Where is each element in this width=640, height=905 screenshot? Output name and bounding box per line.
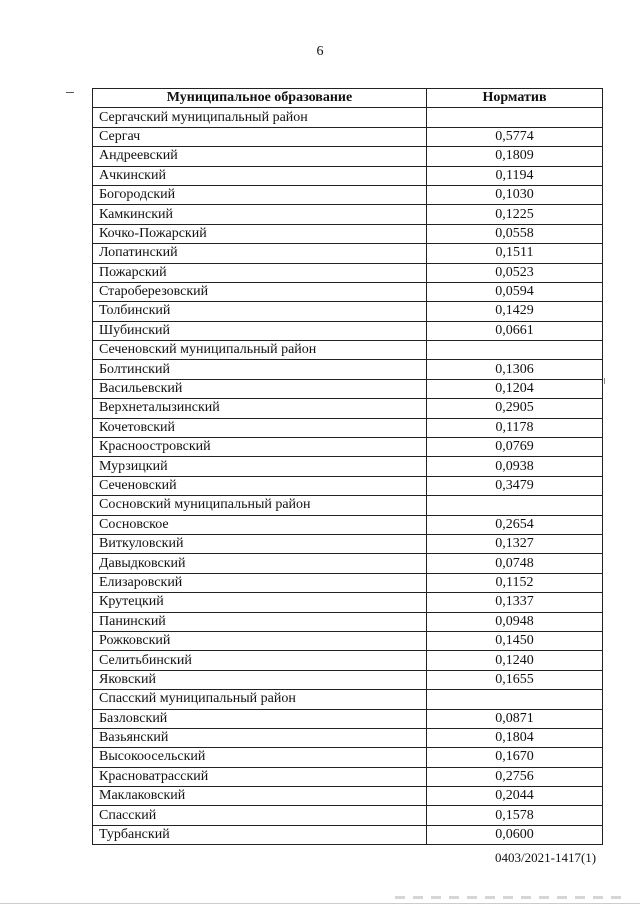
table-header-row [93, 89, 603, 108]
norm-value: 0,1306 [427, 360, 603, 379]
table-row [93, 263, 603, 282]
norm-value: 0,2905 [427, 399, 603, 418]
municipality-name: Селитьбинский [93, 651, 427, 670]
municipality-name: Елизаровский [93, 573, 427, 592]
norm-value: 0,2044 [427, 787, 603, 806]
norm-value: 0,2756 [427, 767, 603, 786]
norm-value: 0,5774 [427, 127, 603, 146]
municipality-name: Староберезовский [93, 282, 427, 301]
municipality-name: Базловский [93, 709, 427, 728]
margin-mark [66, 92, 74, 93]
municipality-name: Крутецкий [93, 593, 427, 612]
page-number: 6 [316, 44, 324, 59]
table-row [93, 418, 603, 437]
group-value-empty [427, 690, 603, 709]
municipality-name: Красноватрасский [93, 767, 427, 786]
table-row [93, 399, 603, 418]
norm-value: 0,1194 [427, 166, 603, 185]
table-row [93, 670, 603, 689]
norm-value: 0,0558 [427, 224, 603, 243]
municipality-name: Виткуловский [93, 534, 427, 553]
norm-value: 0,1152 [427, 573, 603, 592]
table-row [93, 282, 603, 301]
table-row [93, 127, 603, 146]
group-title: Сосновский муниципальный район [93, 496, 427, 515]
municipality-name: Красноостровский [93, 438, 427, 457]
group-value-empty [427, 108, 603, 127]
table-row [93, 767, 603, 786]
table-row [93, 438, 603, 457]
municipality-name: Маклаковский [93, 787, 427, 806]
norm-value: 0,1804 [427, 728, 603, 747]
municipality-name: Кочко-Пожарский [93, 224, 427, 243]
municipality-name: Толбинский [93, 302, 427, 321]
municipality-name: Богородский [93, 185, 427, 204]
scan-edge [0, 903, 640, 904]
municipality-name: Шубинский [93, 321, 427, 340]
table-row [93, 593, 603, 612]
group-title: Сеченовский муниципальный район [93, 341, 427, 360]
norm-value: 0,1204 [427, 379, 603, 398]
municipality-name: Вазьянский [93, 728, 427, 747]
norm-value: 0,1670 [427, 748, 603, 767]
municipality-name: Андреевский [93, 147, 427, 166]
norm-value: 0,1511 [427, 244, 603, 263]
norm-value: 0,1225 [427, 205, 603, 224]
norm-value: 0,0948 [427, 612, 603, 631]
table-row [93, 534, 603, 553]
column-header-municipality: Муниципальное образование [93, 89, 427, 108]
norm-value: 0,1337 [427, 593, 603, 612]
table-row [93, 515, 603, 534]
norm-value: 0,3479 [427, 476, 603, 495]
norm-value: 0,0523 [427, 263, 603, 282]
table-row [93, 631, 603, 650]
norm-value: 0,1240 [427, 651, 603, 670]
table-row [93, 476, 603, 495]
municipality-name: Сергач [93, 127, 427, 146]
table-body [93, 108, 603, 845]
group-row [93, 690, 603, 709]
table-row [93, 728, 603, 747]
table-row [93, 457, 603, 476]
table-row [93, 244, 603, 263]
municipality-name: Давыдковский [93, 554, 427, 573]
municipality-name: Панинский [93, 612, 427, 631]
norm-value: 0,2654 [427, 515, 603, 534]
municipality-name: Турбанский [93, 825, 427, 844]
norm-value: 0,0594 [427, 282, 603, 301]
municipality-name: Рожковский [93, 631, 427, 650]
table-row [93, 379, 603, 398]
municipality-name: Лопатинский [93, 244, 427, 263]
municipality-name: Яковский [93, 670, 427, 689]
norm-value: 0,1178 [427, 418, 603, 437]
document-reference: 0403/2021-1417(1) [495, 850, 597, 865]
table-row [93, 205, 603, 224]
municipality-name: Ачкинский [93, 166, 427, 185]
group-row [93, 108, 603, 127]
table-row [93, 554, 603, 573]
table-row [93, 825, 603, 844]
table-row [93, 147, 603, 166]
group-title: Сергачский муниципальный район [93, 108, 427, 127]
norm-value: 0,1655 [427, 670, 603, 689]
column-header-norm: Норматив [427, 89, 603, 108]
norm-value: 0,0871 [427, 709, 603, 728]
norms-table [92, 88, 603, 845]
municipality-name: Болтинский [93, 360, 427, 379]
norm-value: 0,0600 [427, 825, 603, 844]
table-row [93, 651, 603, 670]
municipality-name: Пожарский [93, 263, 427, 282]
group-value-empty [427, 341, 603, 360]
norm-value: 0,0661 [427, 321, 603, 340]
table-row [93, 709, 603, 728]
norm-value: 0,1450 [427, 631, 603, 650]
norm-value: 0,0748 [427, 554, 603, 573]
norm-value: 0,1809 [427, 147, 603, 166]
scan-artifact [395, 896, 625, 899]
table-row [93, 573, 603, 592]
municipality-name: Сеченовский [93, 476, 427, 495]
municipality-name: Спасский [93, 806, 427, 825]
margin-mark [604, 378, 605, 384]
norm-value: 0,1578 [427, 806, 603, 825]
table-row [93, 321, 603, 340]
municipality-name: Высокоосельский [93, 748, 427, 767]
table-row [93, 360, 603, 379]
norm-value: 0,1429 [427, 302, 603, 321]
municipality-name: Сосновское [93, 515, 427, 534]
norm-value: 0,1030 [427, 185, 603, 204]
norm-value: 0,0938 [427, 457, 603, 476]
table-row [93, 787, 603, 806]
group-title: Спасский муниципальный район [93, 690, 427, 709]
table-row [93, 166, 603, 185]
norm-value: 0,1327 [427, 534, 603, 553]
group-value-empty [427, 496, 603, 515]
table-row [93, 224, 603, 243]
table-row [93, 748, 603, 767]
municipality-name: Камкинский [93, 205, 427, 224]
norm-value: 0,0769 [427, 438, 603, 457]
table-row [93, 185, 603, 204]
municipality-name: Верхнеталызинский [93, 399, 427, 418]
table-row [93, 806, 603, 825]
municipality-name: Кочетовский [93, 418, 427, 437]
group-row [93, 341, 603, 360]
municipality-name: Мурзицкий [93, 457, 427, 476]
table-row [93, 612, 603, 631]
municipality-name: Васильевский [93, 379, 427, 398]
table-row [93, 302, 603, 321]
group-row [93, 496, 603, 515]
